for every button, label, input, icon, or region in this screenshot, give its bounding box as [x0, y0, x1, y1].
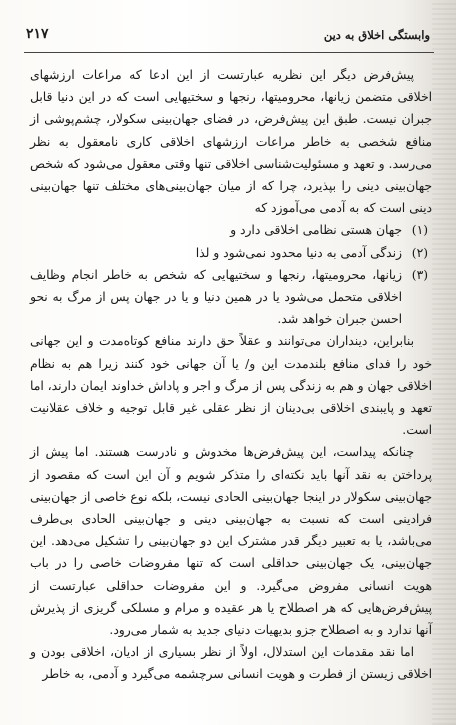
page-header	[26, 26, 430, 48]
list-item-number: (۳)	[411, 267, 428, 282]
paragraph-4: اما نقد مقدمات این استدلال، اولاً از نظر بسیاری از ادیان، اخلاقی بودن و اخلاقی زیستن از فطرت و هویت انسانی سرچشمه می‌گیرد و آدمی، به خاطر	[30, 645, 432, 682]
list-item	[30, 264, 428, 331]
list-item-number: (۲)	[411, 245, 428, 260]
numbered-list	[30, 219, 432, 330]
list-item-text: زیانها، محرومیتها، رنجها و سختیهایی که شخص به خاطر انجام وظایف اخلاقی متحمل می‌شود یا در همین دنیا و یا در جهان پس از مرگ به نحو احسن جبران خواهد شد.	[30, 267, 402, 327]
list-item	[30, 219, 428, 241]
paragraph-2: بنابراین، دینداران می‌توانند و عقلاً حق دارند منافع کوتاه‌مدت و این جهانی خود را فدای منافع بلندمدت این و/ یا آن جهانی خود کنند زیرا هم به نظام اخلاقی جهان و هم به زندگی پس از مرگ و اجر و پاداش خداوند ایمان دارند، اما تعهد و پایبندی اخلاقی بی‌دینان از نظر عقلی غیر قابل توجیه و خلاف عقلانیت است.	[30, 334, 432, 438]
paragraph-1: پیش‌فرض دیگر این نظریه عبارتست از این ادعا که مراعات ارزشهای اخلاقی متضمن زیانها، محرومیتها، رنجها و سختیهایی است که در این دنیا قابل جبران نیست. طبق این پیش‌فرض، در فضای جهان‌بینی سکولار، چشم‌پوشی از منافع شخصی به خاطر مراعات ارزشهای اخلاقی کاری نامعقول به نظر می‌رسد. و تعهد و مسئولیت‌شناسی اخلاقی تنها وقتی معقول می‌شود که شخص جهان‌بینی دینی را بپذیرد، چرا که از میان جهان‌بینی‌های مختلف تنها جهان‌بینی دینی است که به آدمی می‌آموزد که	[30, 68, 432, 216]
page-edge-shadow	[432, 0, 456, 725]
paragraph-3: چنانکه پیداست، این پیش‌فرض‌ها مخدوش و نادرست هستند. اما پیش از پرداختن به نقد آنها باید نکته‌ای را متذکر شویم و آن این است که مقصود از جهان‌بینی سکولار در اینجا جهان‌بینی الحادی نیست، بلکه نوع خاصی از جهان‌بینی فرادینی است که نسبت به جهان‌بینی دینی و جهان‌بینی الحادی بی‌طرف می‌باشد، یا به تعبیر دیگر قدر مشترک این دو جهان‌بینی را تشکیل می‌دهد. این جهان‌بینی، یک جهان‌بینی حداقلی است که تنها مفروضات خاصی را در باب هویت انسانی مفروض می‌گیرد. و این مفروضات حداقلی عبارتست از پیش‌فرض‌هایی که هر اصطلاح یا هر عقیده و مرام و مسلکی گریزی از پذیرش آنها ندارد و به اصطلاح جزو بدیهیات دنیای جدید به شمار می‌رود.	[30, 445, 432, 638]
list-item	[30, 242, 428, 264]
list-item-text: زندگی آدمی به دنیا محدود نمی‌شود و لذا	[195, 245, 402, 260]
list-item-number: (۱)	[411, 223, 428, 238]
page-number: ۲۱۷	[26, 26, 49, 42]
page-body	[30, 64, 432, 715]
list-item-text: جهان هستی نظامی اخلاقی دارد و	[230, 223, 402, 238]
header-rule	[24, 52, 434, 53]
running-title: وابستگی اخلاق به دین	[323, 28, 430, 42]
